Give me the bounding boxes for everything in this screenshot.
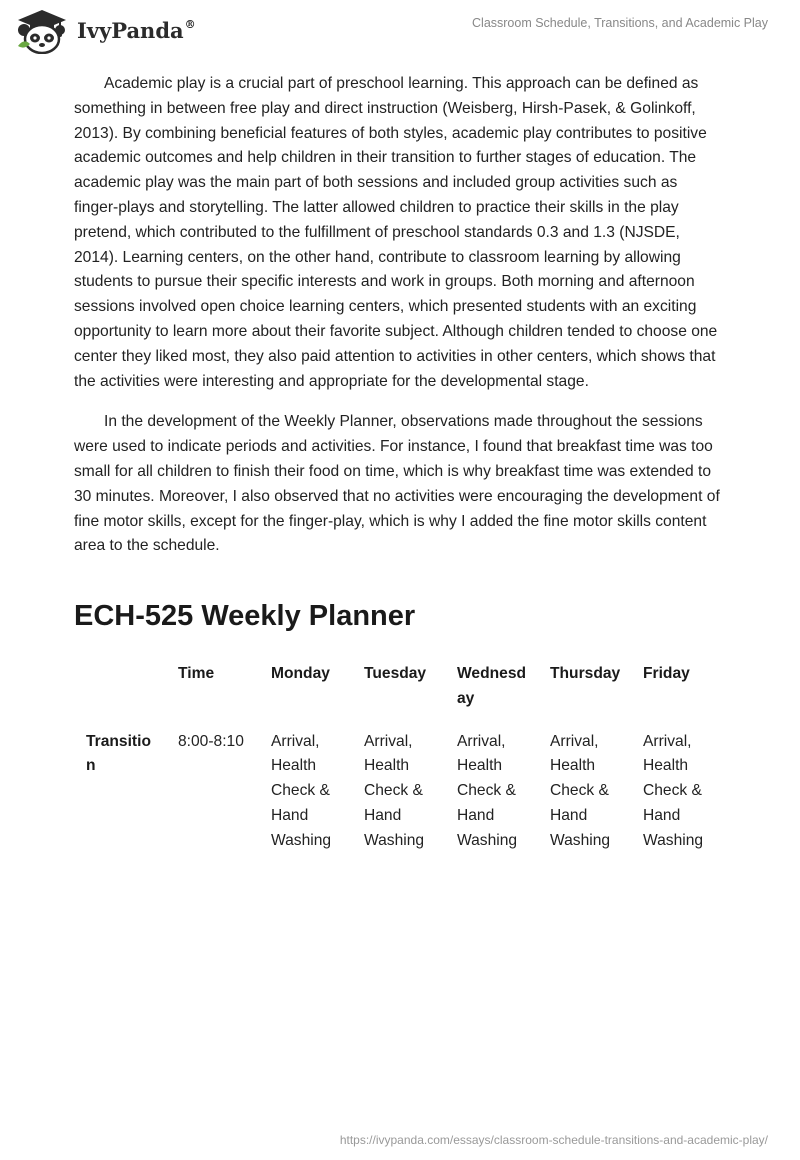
- page-header: [0, 0, 800, 60]
- cell-friday: Arrival, Health Check & Hand Washing: [643, 732, 704, 849]
- panda-graduate-icon: [14, 8, 70, 54]
- column-header-friday: Friday: [643, 665, 690, 682]
- column-header-wednesday: Wednesday: [457, 665, 527, 707]
- essay-body: [74, 72, 724, 575]
- column-header-empty: [76, 660, 168, 728]
- planner-heading: ECH-525 Weekly Planner: [74, 600, 416, 632]
- cell-thursday: Arrival, Health Check & Hand Washing: [550, 732, 611, 849]
- document-title: Classroom Schedule, Transitions, and Academic Play: [472, 16, 768, 30]
- cell-time: 8:00-8:10: [178, 732, 244, 750]
- column-header-thursday: Thursday: [550, 665, 621, 682]
- weekly-planner-table: [76, 660, 726, 854]
- column-header-tuesday: Tuesday: [364, 665, 427, 682]
- column-header-time: Time: [178, 665, 215, 682]
- source-url-link[interactable]: https://ivypanda.com/essays/classroom-schedule-transitions-and-academic-play/: [339, 1133, 768, 1147]
- cell-monday: Arrival, Health Check & Hand Washing: [271, 732, 332, 849]
- paragraph-academic-play: Academic play is a crucial part of preschool learning. This approach can be defined as something in between free play and direct instruction (Weisberg, Hirsh-Pasek, & Golinkoff, 2013). By combining beneficial features of both styles, academic play contributes to positive academic outcomes and help children in their transition to further stages of education. The academic play was the main part of both sessions and included group activities such as finger-plays and storytelling. The latter allowed children to practice their skills in the play pretend, which contributed to the fulfillment of preschool standards 0.3 and 1.3 (NJSDE, 2014). Learning centers, on the other hand, contribute to classroom learning by allowing students to pursue their specific interests and work in groups. Both morning and afternoon sessions involved open choice learning centers, which presented students with an exciting opportunity to learn more about their favorite subject. Although children tended to choose one center they liked most, they also paid attention to activities in other centers, which shows that the activities were interesting and appropriate for the developmental stage.: [74, 75, 718, 390]
- ivypanda-logo[interactable]: [14, 8, 214, 54]
- cell-wednesday: Arrival, Health Check & Hand Washing: [457, 732, 518, 849]
- row-label-transition: Transition: [86, 732, 151, 775]
- paragraph-weekly-planner-development: In the development of the Weekly Planner, observations made throughout the sessions were used to indicate periods and activities. For instance, I found that breakfast time was too small for all children to finish their food on time, which is why breakfast time was extended to 30 minutes. Moreover, I also observed that no activities were encouraging the development of fine motor skills, except for the finger-play, which is why I added the fine motor skills content area to the schedule.: [74, 413, 720, 555]
- table-row: [76, 728, 726, 854]
- cell-tuesday: Arrival, Health Check & Hand Washing: [364, 732, 425, 849]
- brand-name: IvyPanda®: [77, 18, 196, 43]
- column-header-monday: Monday: [271, 665, 330, 682]
- table-header-row: [76, 660, 726, 728]
